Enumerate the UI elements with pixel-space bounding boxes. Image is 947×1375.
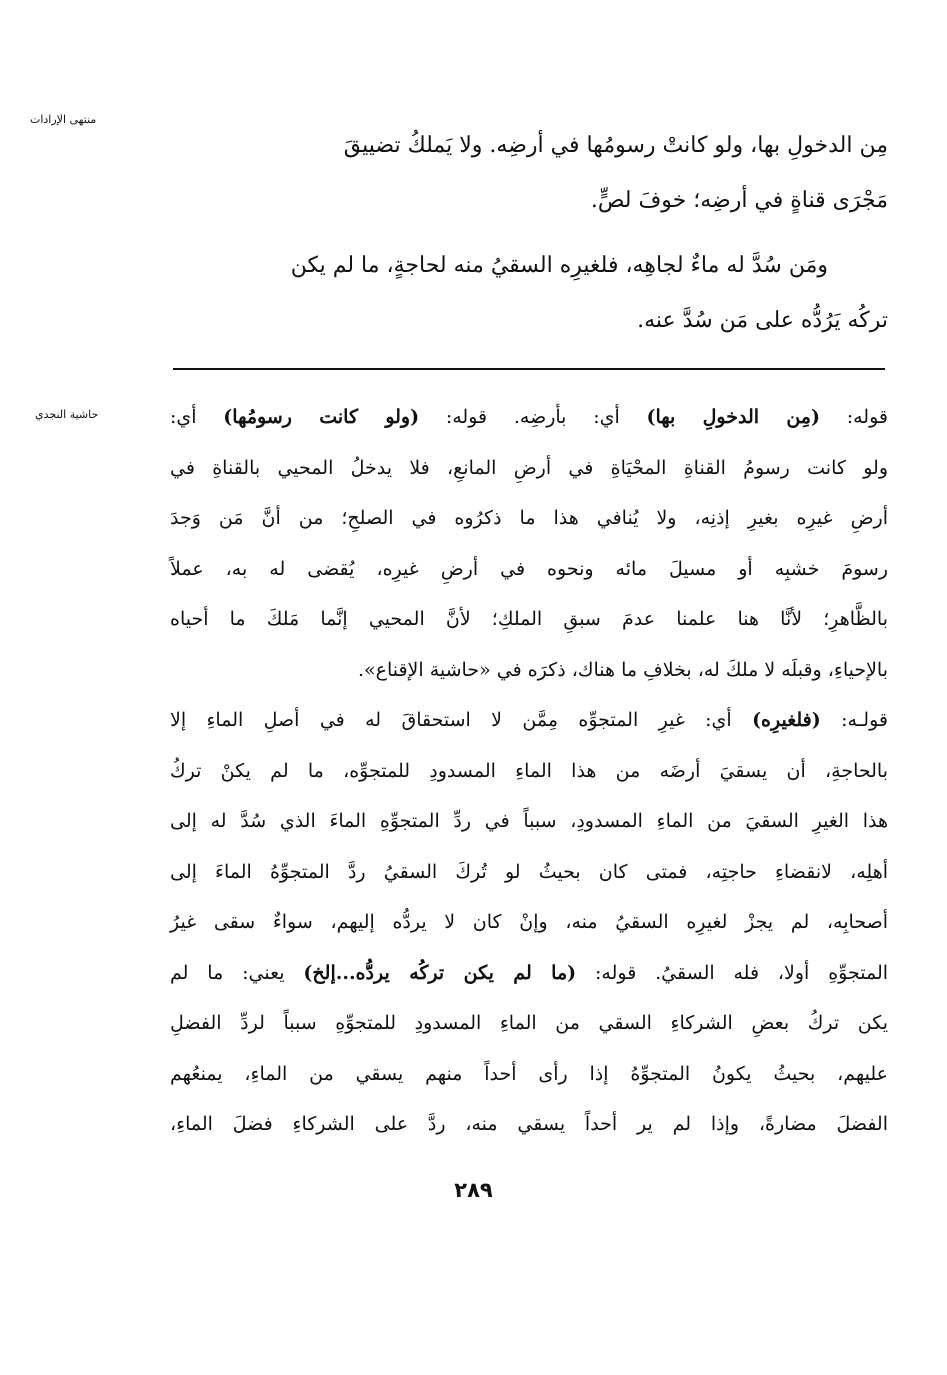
commentary-line: أصحابِه، لم يجزْ لغيرِه السقيُ منه، وإنْ كان لا يردُّه إليهم، سواءٌ سقى غيرُ xyxy=(170,911,888,933)
main-line: مِن الدخولِ بها، ولو كانتْ رسومُها في أرضِه. ولا يَملكُ تضييقَ xyxy=(343,133,888,158)
commentary-text-run: قوله: xyxy=(819,406,888,428)
main-line: مَجْرَى قناةٍ في أرضِه؛ خوفَ لصٍّ. xyxy=(590,188,888,213)
main-line: ومَن سُدَّ له ماءٌ لجاهِه، فلغيرِه السقيُ منه لحاجةٍ، ما لم يكن xyxy=(290,253,828,278)
main-text xyxy=(170,118,888,348)
main-line: تركُه يَرُدُّه على مَن سُدَّ عنه. xyxy=(637,308,888,333)
commentary-text-run: يعني: ما لم xyxy=(170,961,304,984)
commentary-line: عليهم، بحيثُ يكونُ المتجوِّهُ إذا رأى أحداً منهم يسقي من الماءِ، يمنعُهم xyxy=(170,1062,888,1085)
commentary-line: الفضلَ مضارةً، وإذا لم ير أحداً يسقي منه، ردَّ على الشركاءِ فضلَ الماءِ، xyxy=(170,1113,888,1135)
commentary-line: بالظَّاهرِ؛ لأنَّا هنا علمنا عدمَ سبقِ الملكِ؛ لأنَّ المحيي إنَّما مَلكَ ما أحياه xyxy=(170,608,888,630)
commentary-text-run: أي: xyxy=(170,406,224,428)
quoted-phrase: (مِن الدخولِ بها) xyxy=(646,406,820,428)
commentary-line xyxy=(170,392,888,443)
section-divider xyxy=(173,368,885,370)
side-label-hashiya: حاشية النجدي xyxy=(35,408,99,421)
page-number: ٢٨٩ xyxy=(454,1178,493,1202)
quoted-phrase: (فلغيرِه) xyxy=(752,709,821,731)
commentary-line: يكن تركُ بعضِ الشركاءِ السقي من الماءِ المسدودِ للمتجوِّهِ سبباً لردِّ الفضلِ xyxy=(170,1012,888,1034)
commentary-line: ولو كانت رسومُ القناةِ المحْيَاةِ في أرضِ المانعِ، فلا يدخلُ المحيي بالقناةِ في xyxy=(170,456,888,479)
commentary-line: أهلِه، لانقضاءِ حاجتِه، فمتى كان بحيثُ لو تُركَ السقيُ ردَّ المتجوِّهُ الماءَ إلى xyxy=(170,860,888,883)
quoted-phrase: (ما لم يكن تركُه يردُّه...إلخ) xyxy=(303,961,577,984)
side-label-muntaha: منتهى الإرادات xyxy=(30,113,97,126)
commentary-text xyxy=(170,392,888,1150)
commentary-text-run: أي: بأرضِه. قوله: xyxy=(419,406,647,428)
commentary-line: بالإحياءِ، وقبلَه لا ملكَ له، بخلافِ ما هناك، ذكرَه في «حاشية الإقناع». xyxy=(357,658,888,681)
commentary-text-run: المتجوِّهِ أولا، فله السقيُ. قوله: xyxy=(576,961,889,984)
commentary-line xyxy=(170,695,888,746)
commentary-line: رسومَ خشبِه أو مسيلَ مائه ونحوه في أرضِ غيرِه، يُقضى له به، عملاً xyxy=(170,557,888,580)
commentary-text-run: قولـه: xyxy=(820,709,888,731)
commentary-line xyxy=(170,948,888,999)
commentary-line: هذا الغيرِ السقيَ من الماءِ المسدودِ، سبباً في ردِّ المتجوِّهِ الماءَ الذي سُدَّ له إلى xyxy=(170,810,888,832)
quoted-phrase: (ولو كانت رسومُها) xyxy=(223,406,420,428)
commentary-line: أرضِ غيرِه بغيرِ إذنِه، ولا يُنافي هذا ما ذكرُوه في الصلحِ؛ من أنَّ مَن وَجدَ xyxy=(170,507,888,529)
commentary-line: بالحاجةِ، أن يسقيَ أرضَه من هذا الماءِ المسدودِ للمتجوِّه، ما لم يكنْ تركُ xyxy=(170,759,888,782)
commentary-text-run: أي: غيرِ المتجوِّه مِمَّن لا استحقاقَ له في أصلِ الماءِ إلا xyxy=(170,709,753,731)
